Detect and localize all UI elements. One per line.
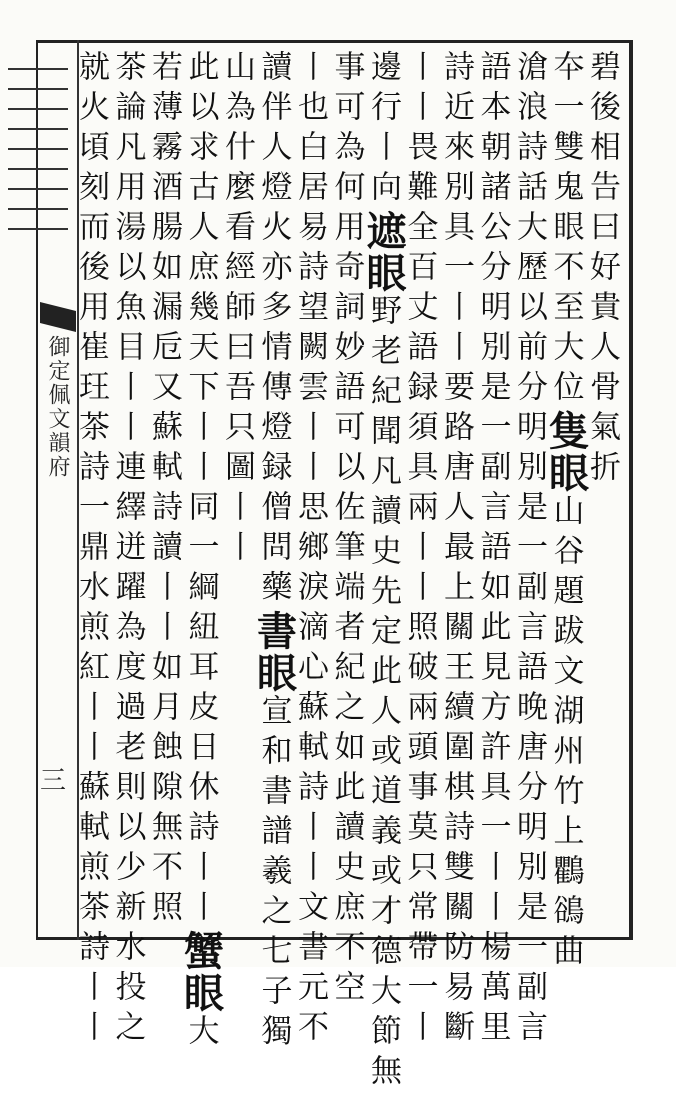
- text-column: [360, 50, 408, 1094]
- text-column: [146, 50, 189, 935]
- page-number: 三: [40, 766, 67, 796]
- text-column: [250, 50, 298, 1054]
- text-column: [328, 50, 371, 1010]
- text-column: [73, 50, 116, 1050]
- entry-heading: 隻眼: [542, 410, 590, 494]
- column-text: 夲一雙鬼眼不至大位: [547, 50, 584, 410]
- column-text: 若薄霧酒腸如漏卮又蘇軾詩讀丨丨如月蝕隙無不照: [146, 50, 182, 930]
- column-text: 丨丨畏難全百丈語録須具兩丨丨照破兩頭事莫只常帶一丨: [401, 50, 438, 1050]
- column-text: 詩近來別具一丨丨要路唐人最上關王續圍棋詩雙關防易斷: [438, 50, 474, 1050]
- text-column: [219, 50, 262, 935]
- column-text: 事可為何用奇詞妙語可以佐筆端者紀之如此讀史庶不空: [328, 50, 365, 1010]
- column-text: 大: [182, 1014, 219, 1054]
- column-text: 邊行丨向: [365, 50, 401, 210]
- entry-heading: 蟹眼: [177, 930, 225, 1014]
- column-text: 丨也白居易詩望闕雲丨丨思鄉淚滴心蘇軾詩丨丨文書元不: [292, 50, 328, 1050]
- text-column: [292, 50, 335, 1050]
- text-column: [511, 50, 554, 1050]
- text-column: [542, 50, 590, 974]
- frame-right-rule: [629, 40, 633, 940]
- frame-top-rule: [36, 40, 632, 43]
- column-text: 山谷題跋文湖州竹上鸜鵒曲: [547, 494, 584, 974]
- column-text: 就火頃刻而後用崔玨茶詩一鼎水煎紅丨丨蘇軾煎茶詩丨丨: [73, 50, 109, 1050]
- text-column: [474, 50, 517, 1050]
- spine-marks: [8, 50, 68, 290]
- text-column: [584, 50, 627, 935]
- column-text: 野老紀聞凡讀史先定此人或道義或才德大節無: [365, 294, 401, 1094]
- text-column: [438, 50, 481, 1050]
- column-text: 滄浪詩話大歷以前分明別是一副言語晚唐分明別是一副言: [511, 50, 547, 1050]
- column-text: 此以求古人庶幾天下丨丨同一綱紐耳皮日休詩丨丨: [182, 50, 219, 930]
- text-column: [401, 50, 444, 1050]
- column-text: 碧後相告曰好貴人骨氣折: [584, 50, 620, 490]
- column-text: 讀伴人燈火亦多情傳燈録僧問藥: [255, 50, 292, 610]
- column-text: 茶論凡用湯以魚目丨丨連繹迸躍為度過老則以少新水投之: [109, 50, 146, 1050]
- entry-heading: 書眼: [250, 610, 298, 694]
- column-text: 語本朝諸公分明別是一副言語如此見方許具一丨丨楊萬里: [474, 50, 511, 1050]
- running-title: 御定佩文韻府: [45, 335, 70, 479]
- column-text: 宣和書譜羲之七子獨: [255, 694, 292, 1054]
- entry-heading: 遮眼: [360, 210, 407, 294]
- column-text: 山為什麼看經師曰吾只圖丨丨: [219, 50, 255, 570]
- text-column: [109, 50, 152, 1050]
- text-column: [177, 50, 225, 1054]
